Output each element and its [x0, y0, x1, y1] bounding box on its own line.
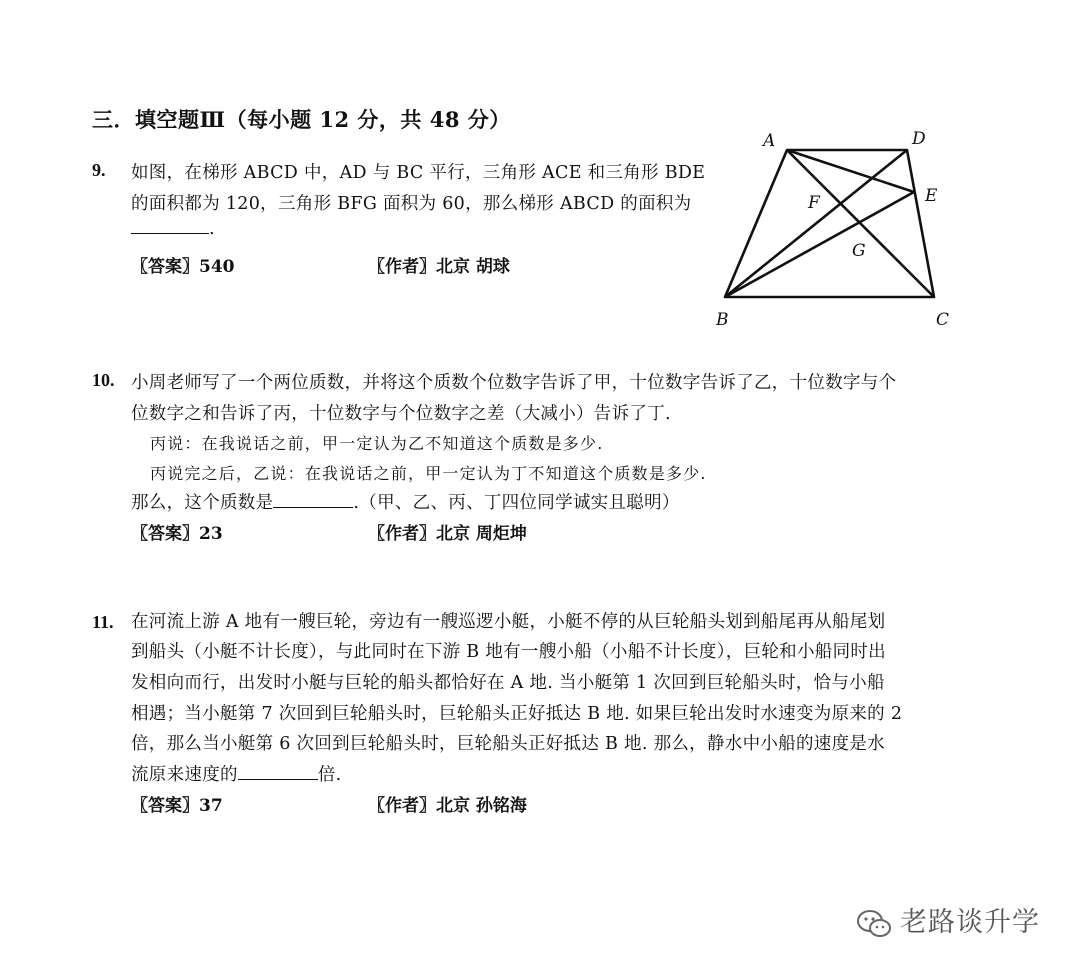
label-a: A — [763, 131, 776, 151]
question-10-number: 10. — [92, 370, 115, 390]
question-11-line-3: 发相向而行，出发时小艇与巨轮的船头都恰好在 A 地. 当小艇第 1 次回到巨轮船头时，恰与小船 — [131, 673, 885, 693]
label-b: B — [716, 310, 729, 330]
question-10-line-3: 那么，这个质数是 .（甲、乙、丙、丁四位同学诚实且聪明） — [131, 493, 680, 513]
question-9-line-1: 如图，在梯形 ABCD 中，AD 与 BC 平行，三角形 ACE 和三角形 BDE — [131, 163, 706, 183]
section-title: 三．填空题Ⅲ（每小题 12 分，共 48 分） — [92, 107, 511, 132]
segment-ae — [787, 150, 914, 192]
question-10-quote-1: 丙说：在我说话之前，甲一定认为乙不知道这个质数是多少. — [150, 434, 604, 453]
question-11-author: 〖作者〗北京 孙铭海 — [368, 796, 527, 816]
question-10-line-2: 位数字之和告诉了丙，十位数字与个位数字之差（大减小）告诉了丁. — [131, 404, 671, 424]
diagonal-bd — [725, 150, 907, 297]
answer-blank — [238, 778, 318, 780]
question-11-line-4: 相遇；当小艇第 7 次回到巨轮船头时，巨轮船头正好抵达 B 地. 如果巨轮出发时水速变为原来的 2 — [131, 704, 903, 724]
question-9-line-3: . — [131, 219, 215, 239]
trapezoid-abcd — [725, 150, 934, 297]
question-10-quote-2: 丙说完之后，乙说：在我说话之前，甲一定认为丁不知道这个质数是多少. — [150, 464, 707, 483]
trapezoid-figure — [700, 120, 970, 335]
watermark-text: 老路谈升学 — [900, 907, 1040, 938]
answer-blank — [131, 232, 209, 234]
label-c: C — [936, 310, 950, 330]
question-11-line-5: 倍，那么当小艇第 6 次回到巨轮船头时，巨轮船头正好抵达 B 地. 那么，静水中小船的速度是水 — [131, 734, 885, 754]
label-g: G — [852, 241, 866, 261]
question-9-author: 〖作者〗北京 胡球 — [368, 257, 510, 277]
question-11-number: 11. — [92, 612, 114, 632]
question-11-line-2: 到船头（小艇不计长度），与此同时在下游 B 地有一艘小船（小船不计长度），巨轮和小船同时出 — [131, 642, 886, 662]
label-d: D — [912, 129, 926, 149]
question-10-line-1: 小周老师写了一个两位质数，并将这个质数个位数字告诉了甲，十位数字告诉了乙，十位数字与个 — [131, 373, 897, 393]
question-10-answer: 〖答案〗23 — [131, 524, 223, 544]
question-11-line-6: 流原来速度的 倍. — [131, 765, 342, 785]
question-9-line-2: 的面积都为 120，三角形 BFG 面积为 60，那么梯形 ABCD 的面积为 — [131, 194, 692, 214]
question-10-author: 〖作者〗北京 周炬坤 — [368, 524, 527, 544]
question-11-answer: 〖答案〗37 — [131, 796, 223, 816]
wechat-icon — [856, 908, 892, 940]
label-f: F — [808, 193, 820, 213]
label-e: E — [925, 186, 938, 206]
answer-blank — [273, 506, 353, 508]
question-9-answer: 〖答案〗540 — [131, 257, 235, 277]
watermark — [856, 900, 1040, 940]
question-9-number: 9. — [92, 160, 106, 180]
question-11-line-1: 在河流上游 A 地有一艘巨轮，旁边有一艘巡逻小艇，小艇不停的从巨轮船头划到船尾再从船尾划 — [131, 612, 886, 632]
